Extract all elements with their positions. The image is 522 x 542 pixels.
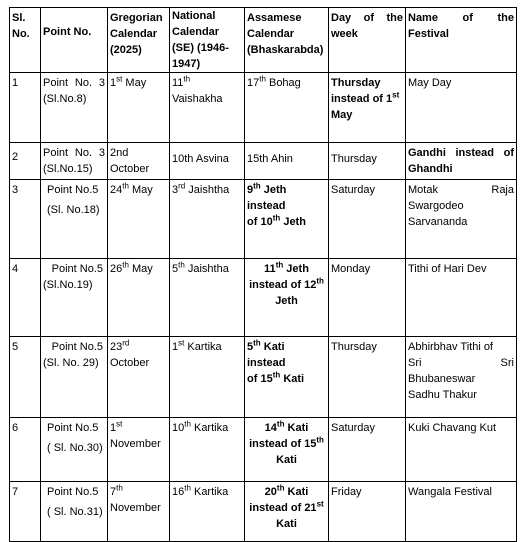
cell-sl: 2 xyxy=(10,143,41,180)
cell-national: 5th Jaishtha xyxy=(170,259,245,337)
cell-assamese: 20th Kati instead of 21st Kati xyxy=(245,482,329,542)
table-row xyxy=(10,337,517,418)
header-gregorian: Gregorian Calendar (2025) xyxy=(108,8,170,73)
cell-gregorian: 24th May xyxy=(108,180,170,259)
cell-national: 16th Kartika xyxy=(170,482,245,542)
cell-point: Point No.5 (Sl.No.19) xyxy=(41,259,108,337)
cell-sl: 1 xyxy=(10,73,41,143)
cell-national: 10th Asvina xyxy=(170,143,245,180)
header-sl-no: Sl. No. xyxy=(10,8,41,73)
cell-sl: 6 xyxy=(10,418,41,482)
table-row xyxy=(10,259,517,337)
table-row xyxy=(10,418,517,482)
cell-sl: 5 xyxy=(10,337,41,418)
cell-national: 1st Kartika xyxy=(170,337,245,418)
cell-point: Point No.5 ( Sl. No.30) xyxy=(41,418,108,482)
cell-day: Monday xyxy=(329,259,406,337)
cell-day: Saturday xyxy=(329,180,406,259)
cell-national: 10th Kartika xyxy=(170,418,245,482)
cell-festival: Abhirbhav Tithi of Sri Sri Bhubaneswar Sadhu Thakur xyxy=(406,337,517,418)
cell-assamese: 15th Ahin xyxy=(245,143,329,180)
cell-gregorian: 26th May xyxy=(108,259,170,337)
cell-point: Point No.5 ( Sl. No.31) xyxy=(41,482,108,542)
cell-gregorian: 2nd October xyxy=(108,143,170,180)
cell-point: Point No. 3 (Sl.No.15) xyxy=(41,143,108,180)
cell-gregorian: 1st November xyxy=(108,418,170,482)
cell-day: Thursday xyxy=(329,143,406,180)
header-point-no: Point No. xyxy=(41,8,108,73)
cell-festival: Tithi of Hari Dev xyxy=(406,259,517,337)
table-header-row xyxy=(10,8,517,73)
table-row xyxy=(10,143,517,180)
cell-gregorian: 7th November xyxy=(108,482,170,542)
header-day: Day of the week xyxy=(329,8,406,73)
header-national: National Calendar (SE) (1946-1947) xyxy=(170,8,245,73)
cell-assamese: 9th Jeth instead of 10th Jeth xyxy=(245,180,329,259)
festival-holiday-table xyxy=(9,7,517,542)
cell-gregorian: 23rd October xyxy=(108,337,170,418)
cell-point: Point No.5 (Sl. No.18) xyxy=(41,180,108,259)
cell-festival: Wangala Festival xyxy=(406,482,517,542)
cell-festival: Motak Raja Swargodeo Sarvananda xyxy=(406,180,517,259)
cell-gregorian: 1st May xyxy=(108,73,170,143)
cell-day: Friday xyxy=(329,482,406,542)
cell-sl: 7 xyxy=(10,482,41,542)
cell-assamese: 17th Bohag xyxy=(245,73,329,143)
cell-point: Point No.5 (Sl. No. 29) xyxy=(41,337,108,418)
table-row xyxy=(10,180,517,259)
cell-sl: 4 xyxy=(10,259,41,337)
table-row xyxy=(10,482,517,542)
cell-festival: May Day xyxy=(406,73,517,143)
cell-festival: Kuki Chavang Kut xyxy=(406,418,517,482)
cell-assamese: 5th Kati instead of 15th Kati xyxy=(245,337,329,418)
header-assamese: Assamese Calendar (Bhaskarabda) xyxy=(245,8,329,73)
cell-national: 3rd Jaishtha xyxy=(170,180,245,259)
cell-festival: Gandhi instead of Ghandhi xyxy=(406,143,517,180)
table-row xyxy=(10,73,517,143)
cell-day: Thursday xyxy=(329,337,406,418)
header-festival: Name of the Festival xyxy=(406,8,517,73)
cell-day: Saturday xyxy=(329,418,406,482)
cell-point: Point No. 3 (Sl.No.8) xyxy=(41,73,108,143)
cell-assamese: 14th Kati instead of 15th Kati xyxy=(245,418,329,482)
cell-national: 11th Vaishakha xyxy=(170,73,245,143)
cell-assamese: 11th Jeth instead of 12th Jeth xyxy=(245,259,329,337)
cell-sl: 3 xyxy=(10,180,41,259)
cell-day: Thursday instead of 1st May xyxy=(329,73,406,143)
